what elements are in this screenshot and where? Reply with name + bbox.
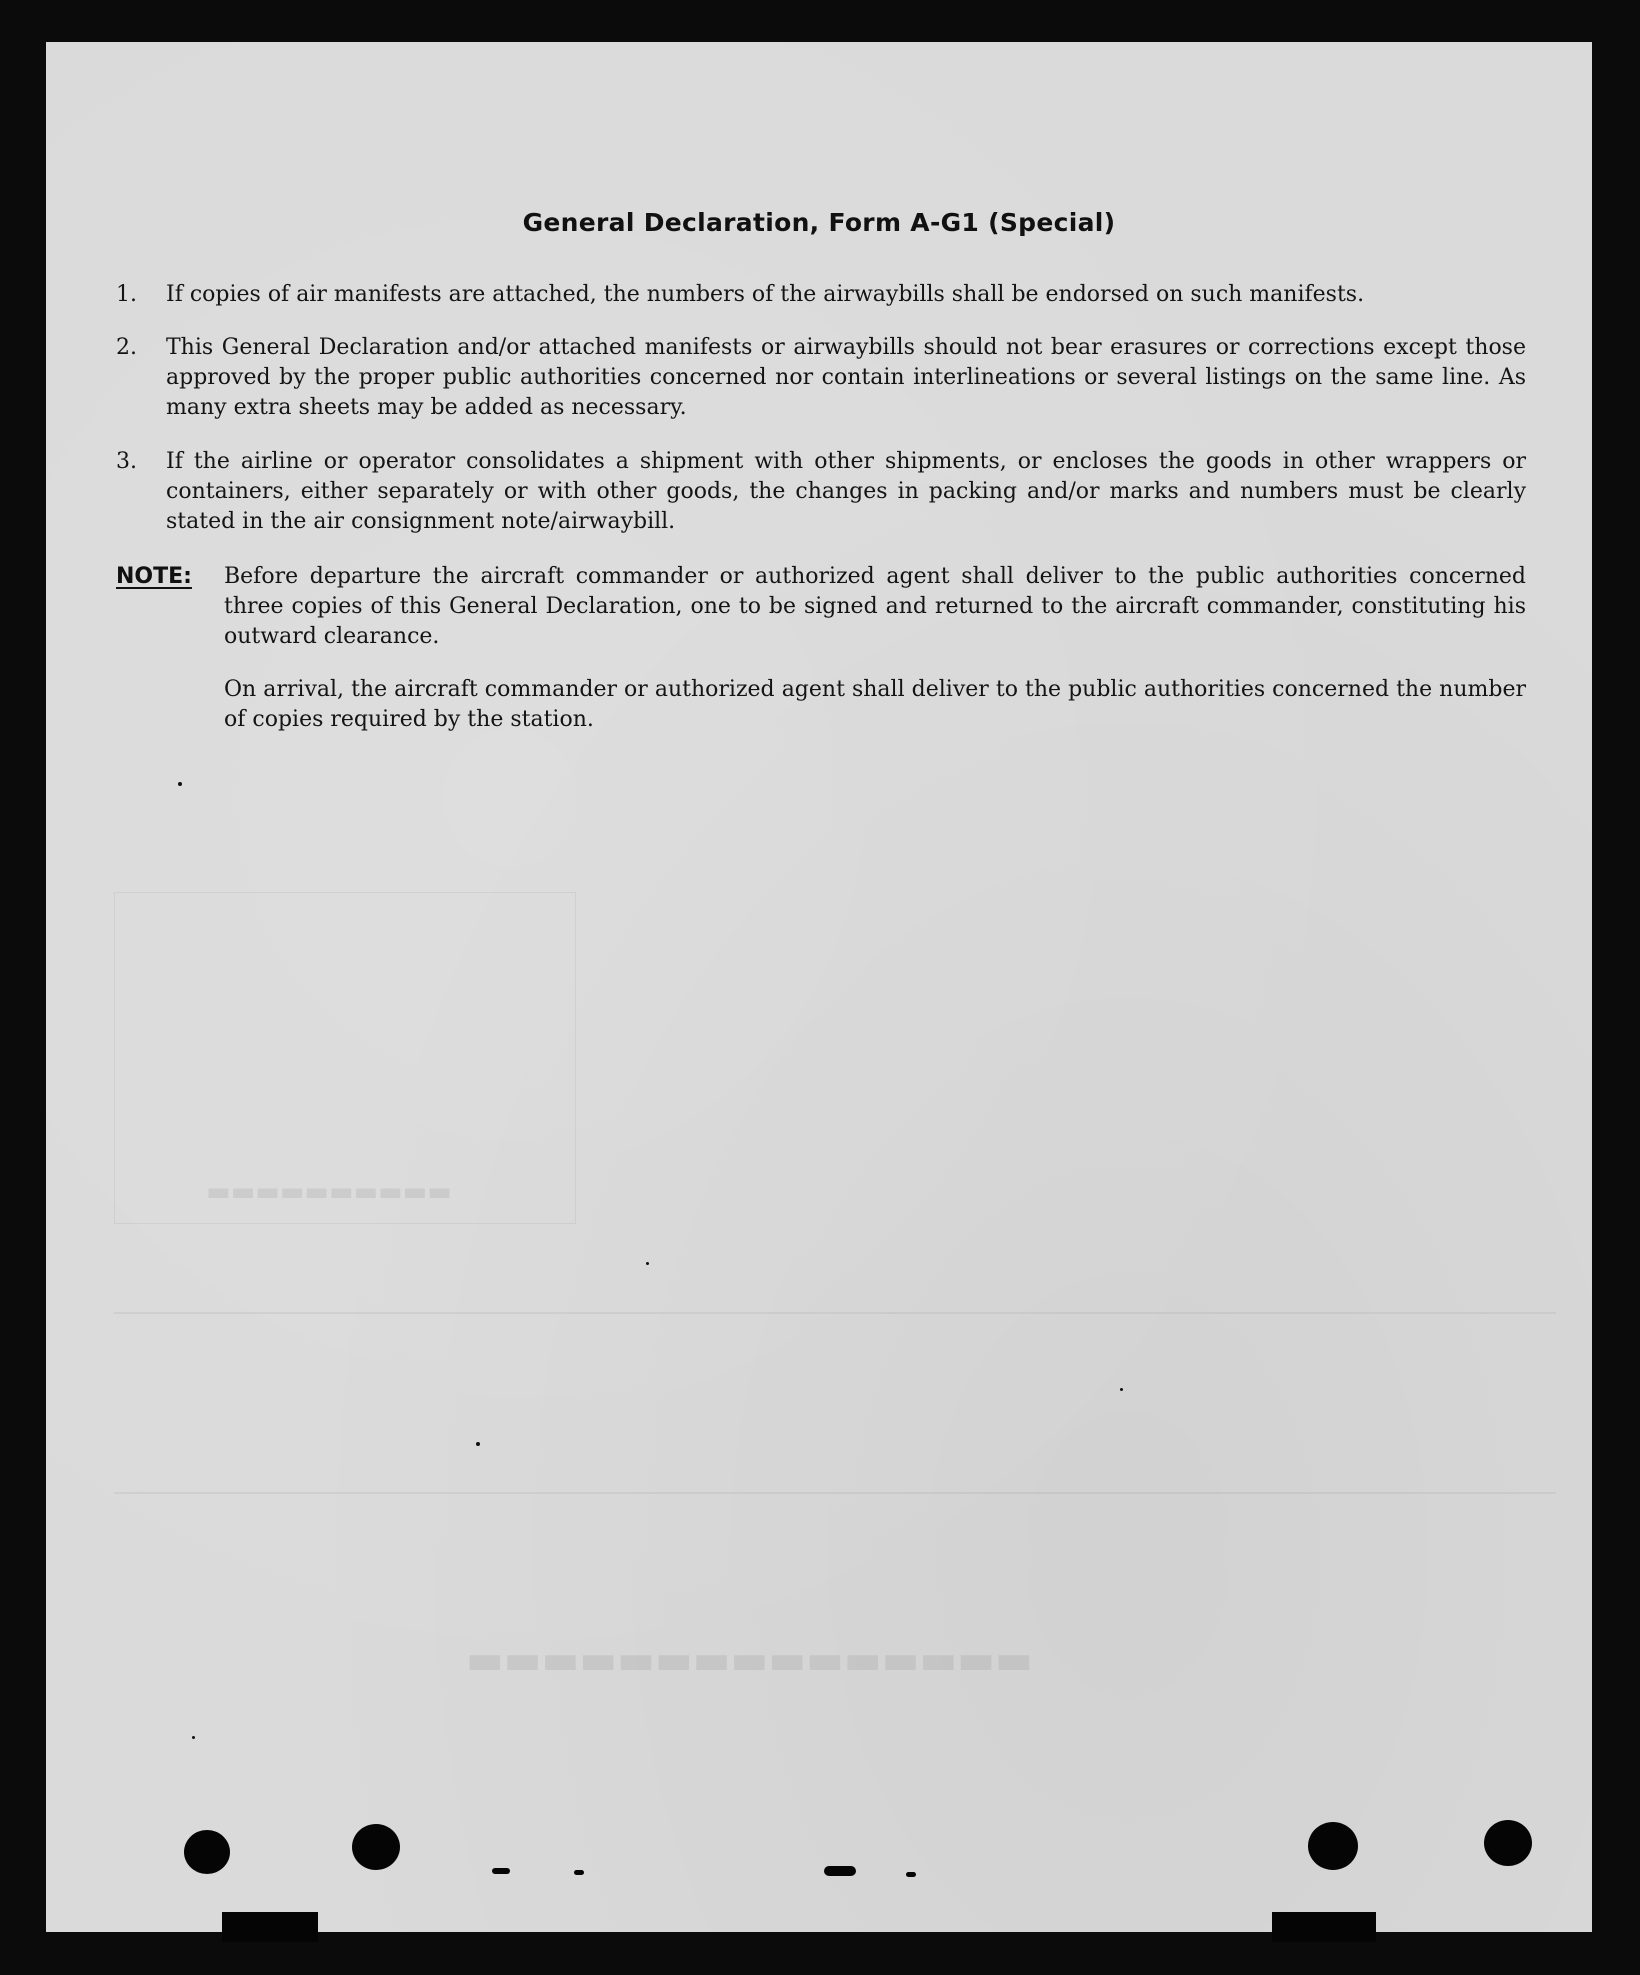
- bleed-through-mark: ▬▬▬▬▬▬▬▬▬▬: [206, 1177, 452, 1207]
- bleed-through-box: [114, 892, 576, 1224]
- scan-speck: [1120, 1388, 1123, 1391]
- instruction-item-2: This General Declaration and/or attached manifests or airwaybills should not bear erasures or corrections except those approved by the proper public authorities concerned nor contain interlineations or several listings on the same line. As many extra sheets may be added as necessary.: [166, 335, 1526, 420]
- punch-hole: [1484, 1820, 1532, 1866]
- instruction-item-3: If the airline or operator consolidates a shipment with other shipments, or encloses the goods in other wrappers or containers, either separately or with other goods, the changes in packing and/or marks and numbers must be clearly stated in the air consignment note/airwaybill.: [166, 449, 1526, 534]
- punch-hole: [352, 1824, 400, 1870]
- item-number: 1.: [116, 282, 137, 307]
- torn-mark: [906, 1872, 916, 1877]
- punch-hole: [1308, 1822, 1358, 1870]
- instruction-item-1: If copies of air manifests are attached, the numbers of the airwaybills shall be endorsed on such manifests.: [166, 282, 1365, 307]
- scan-speck: [646, 1262, 649, 1265]
- scan-speck: [178, 782, 182, 786]
- torn-mark: [492, 1868, 510, 1874]
- torn-mark: [574, 1870, 584, 1875]
- binding-tab: [1272, 1912, 1376, 1942]
- item-number: 2.: [116, 335, 137, 360]
- form-title: General Declaration, Form A-G1 (Special): [522, 208, 1116, 237]
- scan-speck: [476, 1442, 480, 1446]
- binding-tab: [222, 1912, 318, 1942]
- bleed-through-mark: ▬▬▬▬▬▬▬▬▬▬▬▬▬▬▬: [466, 1637, 1033, 1683]
- note-label: NOTE:: [116, 564, 192, 589]
- note-paragraph-arrival: On arrival, the aircraft commander or authorized agent shall deliver to the public authorities concerned the number of copies required by the station.: [224, 677, 1526, 732]
- paper-sheet: [46, 42, 1592, 1932]
- note-paragraph-departure: Before departure the aircraft commander or authorized agent shall deliver to the public authorities concerned three copies of this General Declaration, one to be signed and returned to the aircraft commander, constituting his outward clearance.: [224, 564, 1526, 649]
- scan-speck: [192, 1736, 195, 1739]
- torn-mark: [824, 1866, 856, 1876]
- punch-hole: [184, 1830, 230, 1874]
- item-number: 3.: [116, 449, 137, 474]
- bleed-through-rule: [114, 1312, 1556, 1314]
- bleed-through-rule: [114, 1492, 1556, 1494]
